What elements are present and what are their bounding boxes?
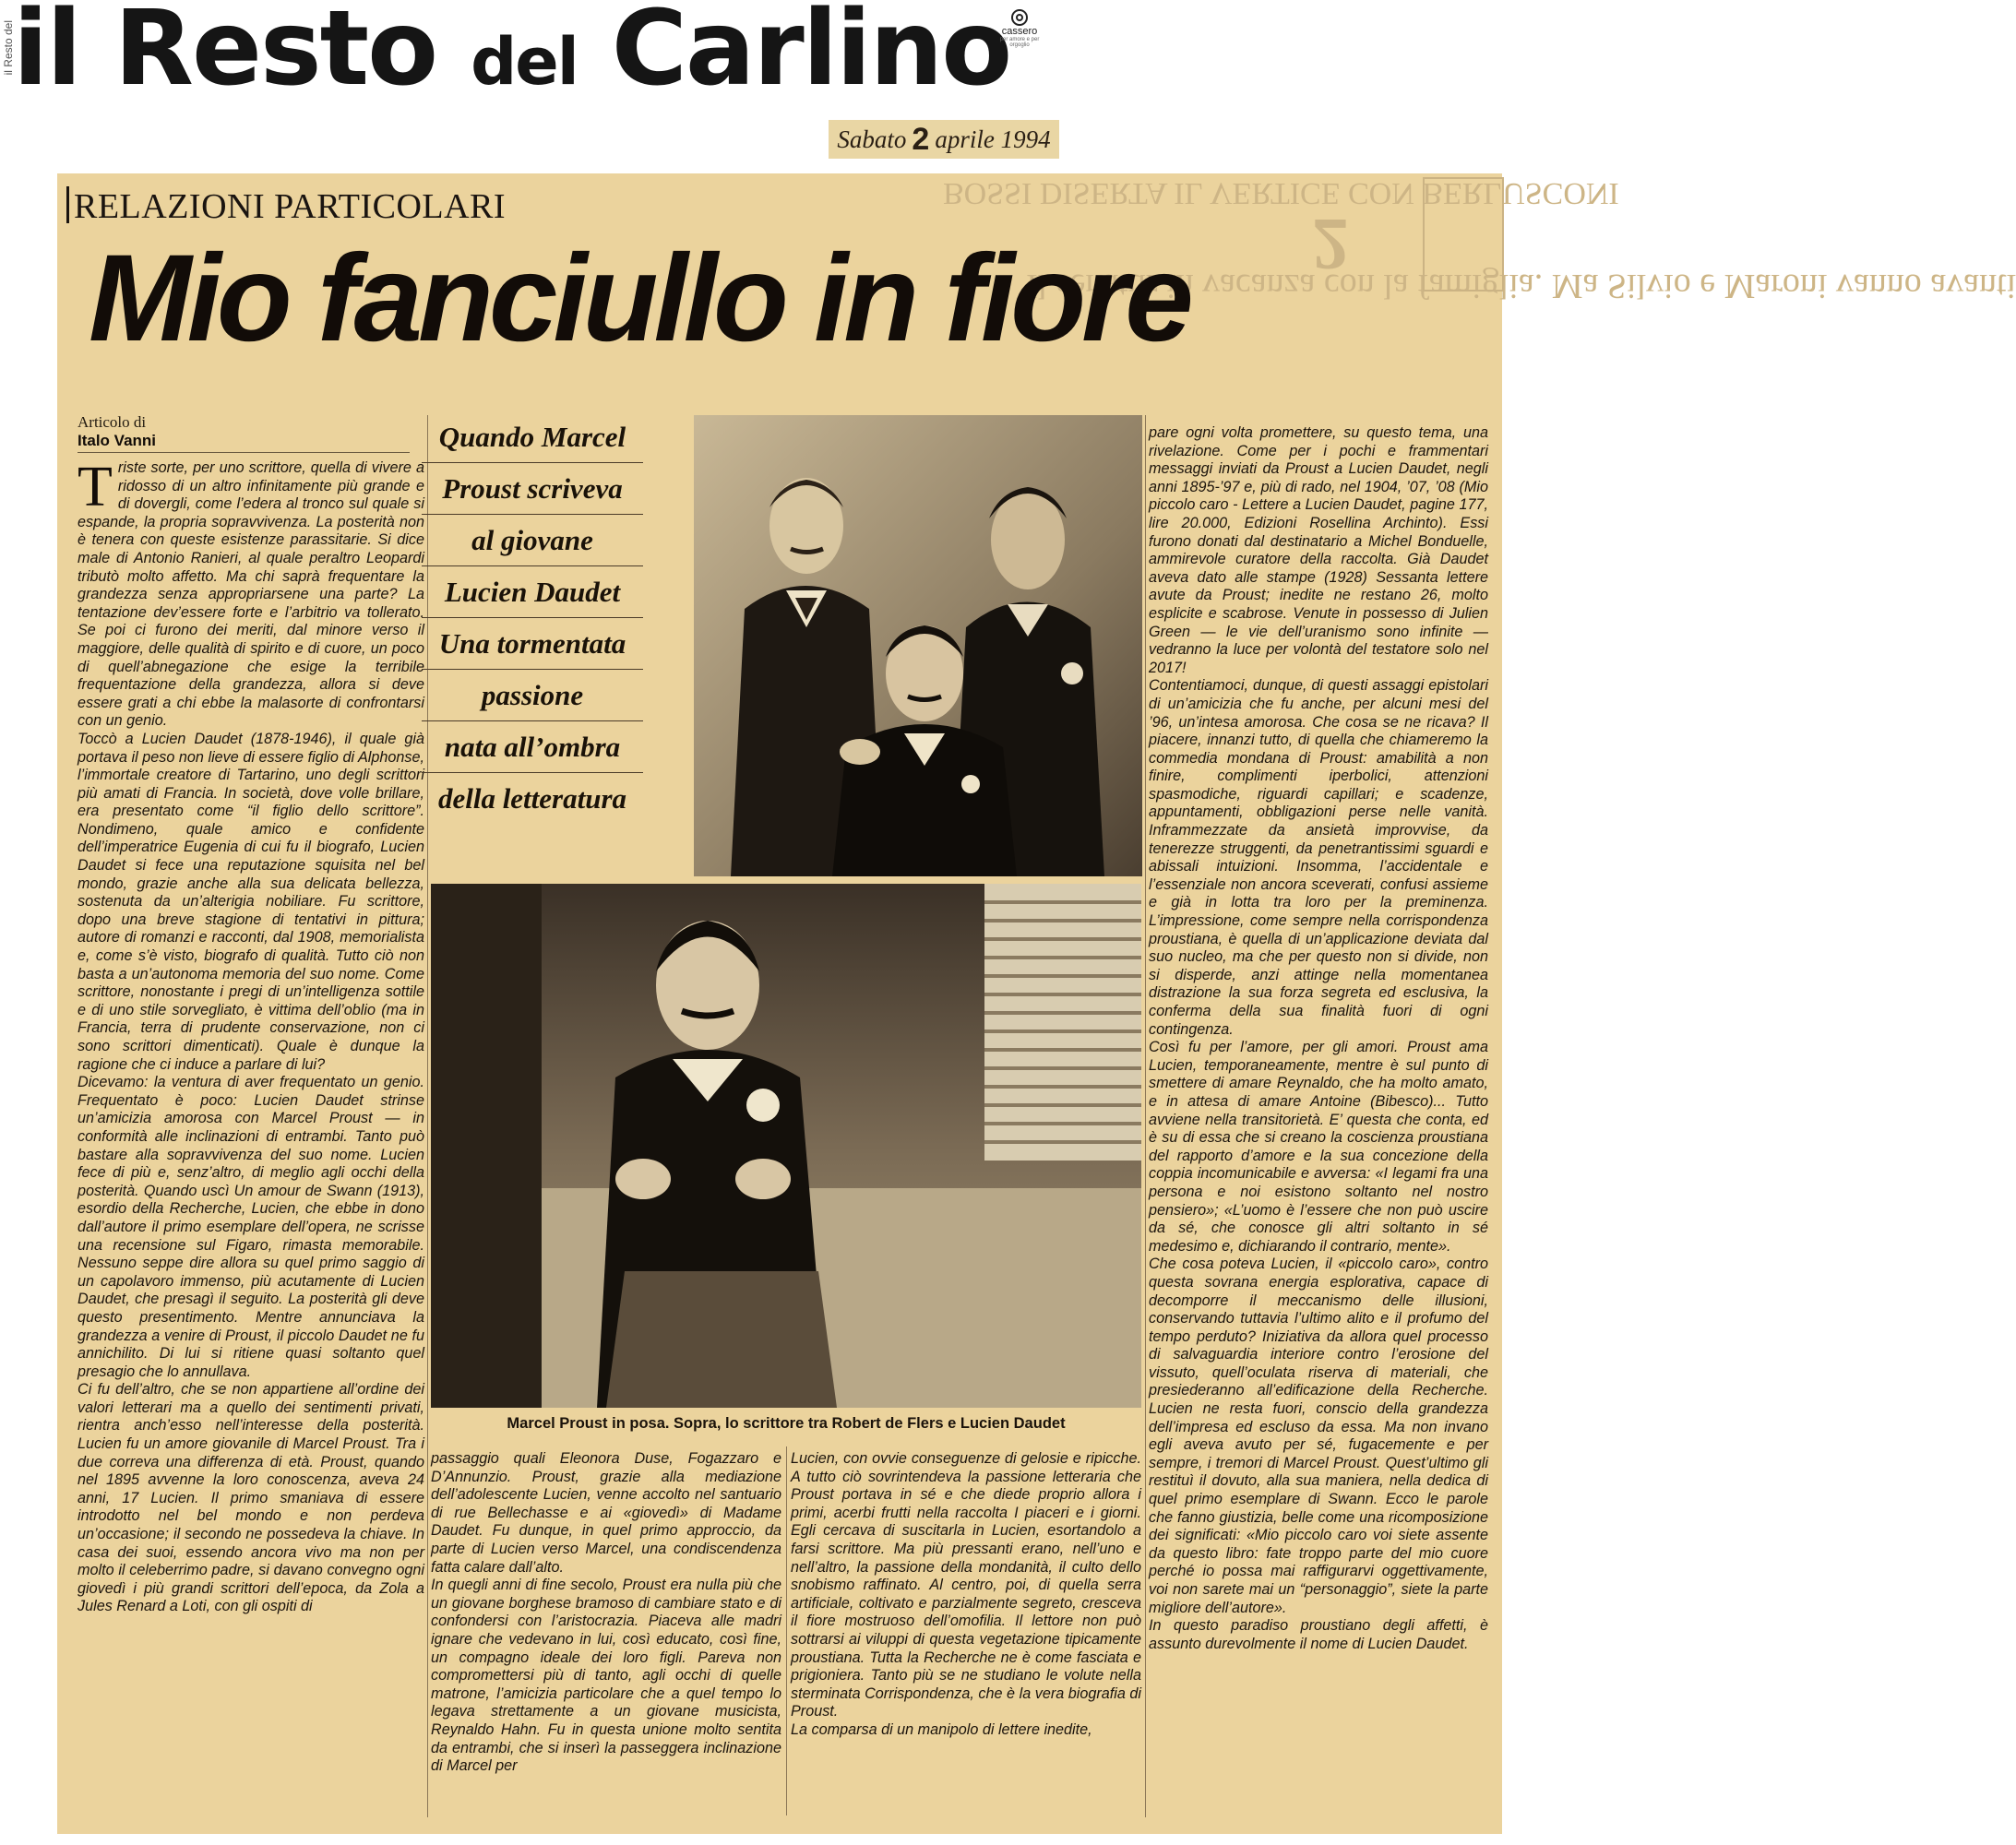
dateline-month-year: aprile 1994 <box>935 125 1051 153</box>
bleed-through-subhead: Il senatur in vacanza con la famiglia. Ma Silvio e Maroni vanno avanti <box>1026 267 2016 305</box>
newspaper-title-prefix: il Resto <box>13 0 471 109</box>
byline-label: Articolo di <box>78 413 147 431</box>
bleed-through-box <box>1423 177 1504 292</box>
article-kicker: RELAZIONI PARTICOLARI <box>74 187 507 226</box>
paragraph: Ci fu dell’altro, che se non appartiene all’ordine dei valori letterari ma a quello dei sentimenti privati, rientra anch’esso nell’interesse della posterità. Lucien fu un amore giovanile di Marcel Proust. Tra i due correva una differenza di età. Proust, quando nel 1895 avvenne la loro conoscenza, aveva 24 anni, 17 Lucien. Il primo smaniava di essere introdotto nel bel mondo e non perdeva un’occasione; il secondo ne possedeva la chiave. In casa dei suoi, essendo ancora vivo ma non per molto il celeberrimo padre, si davano convegno ogni giovedì i più grandi scrittori dell’epoca, da Zola a Jules Renard a Loti, con gli ospiti di <box>78 1381 424 1615</box>
newspaper-clipping <box>57 173 2016 1834</box>
bleed-through-number: 2 <box>1312 203 1349 284</box>
paragraph: La comparsa di un manipolo di lettere inedite, <box>791 1720 1092 1738</box>
photo-proust-posing <box>431 884 1141 1408</box>
paragraph: Così fu per l’amore, per gli amori. Proust ama Lucien, temporaneamente, mentre è sul punto di smettere di amare Reynaldo, che ha molto amato, e in attesa di amare Antoine (Bibesco)... Tutto avviene nella transitorietà. E’ questa che conta, ed è su di essa che si creano la coscienza proustiana del rapporto d’amore e la sua concezione della coppia incomunicabile e avversa: «I legami fra una persona e noi esistono soltanto nel nostro pensiero»; «L’uomo è l’essere che non può uscire da sé, che conosce gli altri soltanto in sé medesimo e, dichiarando il contrario, mente». <box>1149 1039 1488 1255</box>
paragraph: Toccò a Lucien Daudet (1878-1946), il quale già portava il peso non lieve di essere figlio di Alphonse, l’immortale creatore di Tartarino, uno degli scrittori più amati di Francia. In società, dove volle brillare, era presentato come “il figlio dello scrittore”. Nondimeno, quale amico e confidente dell’imperatrice Eugenia di cui fu il biografo, Lucien Daudet si fece una reputazione squisita nel bel mondo, grazie anche alla sua delicata bellezza, sostenuta da un’alterigia nobiliare. Fu scrittore, dopo una breve stagione di tentativi in pittura; autore di romanzi e racconti, dal 1908, memorialista e, come s’è visto, biografo di qualità. Tutto ciò non basta a un’autonoma memoria del suo nome. Come scrittore, nonostante i pregi di un’intelligenza sottile e di uno stile sorvegliato, è vittima dell’oblio (ma in Francia, terra di prudente conservazione, non ci sono scrittori dimenticati). Quale è dunque la ragione che ci induce a parlare di lui? <box>78 730 424 1073</box>
pull-quote-line: Quando Marcel <box>422 411 643 463</box>
pull-quote-line: della letteratura <box>437 782 627 815</box>
logo-text: cassero <box>1001 26 1038 37</box>
column-rule <box>786 1446 787 1815</box>
drop-cap: T <box>78 456 113 518</box>
paragraph <box>78 456 424 731</box>
pull-quote-line: nata all’ombra <box>422 721 643 773</box>
article-column-3 <box>791 1450 1141 1740</box>
article-headline: Mio fanciullo in fiore <box>89 230 1189 367</box>
pull-quote-line: Proust scriveva <box>422 463 643 515</box>
paragraph: pare ogni volta promettere, su questo tema, una rivelazione. Come per i pochi e frammentari messaggi inviati da Proust a Lucien Daudet, negli anni 1895-’97 e, più di rado, nel 1904, ’07, ’08 (Mio piccolo caro - Lettere a Lucien Daudet, pagine 177, lire 20.000, Edizioni Rosellina Archinto). Essi furono donati dal destinatario a Michel Bonduelle, ammirevole curatore della raccolta. Già Daudet aveva dato alle stampe (1928) Sessanta lettere avute da Proust; inedite ne restano 26, molto esplicite e scabrose. Venute in possesso di Julien Green — le vie dell’uranismo sono infinite — vedranno la luce per volontà del testatore solo nel 2017! <box>1149 424 1488 676</box>
pull-quote-line: Lucien Daudet <box>422 566 643 618</box>
article-column-2 <box>431 1450 781 1776</box>
paragraph: Dicevamo: la ventura di aver frequentato un genio. Frequentato è poco: Lucien Daudet strinse un’amicizia amorosa con Marcel Proust — in conformità alle inclinazioni di entrambi. Tanto può bastare alla sopravvivenza del suo nome. Lucien fece di più e, senz’altro, di meglio agli occhi della posterità. Quando uscì Un amour de Swann (1913), esordio della Recherche, Lucien, che ebbe in dono dall’autore il primo esemplare dell’opera, ne scrisse una recensione sul Figaro, rimasta memorabile. Nessuno seppe dire allora su quel primo saggio di un capolavoro immenso, più acutamente di Lucien Daudet, che presagì il seguito. La posterità gli deve questo presentimento. Mentre annunciava la grandezza a venire di Proust, il piccolo Daudet ne fu annichilito. Di lui si ritiene quasi soltanto quel presagio che lo annullava. <box>78 1074 424 1380</box>
newspaper-title <box>13 0 1010 111</box>
masthead <box>0 0 1570 129</box>
kicker-rule <box>66 186 69 223</box>
byline <box>78 413 410 453</box>
dateline-weekday: Sabato <box>837 125 907 153</box>
pull-quote <box>422 411 643 824</box>
cassero-logo <box>992 9 1047 48</box>
dateline-day: 2 <box>912 121 930 157</box>
logo-subtext: per amore e per orgoglio <box>999 37 1040 49</box>
photo-caption: Marcel Proust in posa. Sopra, lo scrittore tra Robert de Flers e Lucien Daudet <box>507 1415 1066 1432</box>
paragraph: Lucien, con ovvie conseguenze di gelosie e ripicche. A tutto ciò sovrintendeva la passione letteraria che Proust portava in sé e che diede proprio allora i primi, acerbi frutti nella raccolta I piaceri e i giorni. Egli cercava di suscitarla in Lucien, esortandolo a farsi scrittore. Ma più pressanti erano, nell’uno e nell’altro, la passione della mondanità, il culto dello snobismo raffinato. Al centro, poi, di quella serra artificiale, coltivato e parzialmente segreto, cresceva il fiore mostruoso dell’omofilia. Il lettore non può sottrarsi ai viluppi di questa vegetazione tipicamente proustiana. Tutta la Recherche ne è come fasciata e prigioniera. Tanto più se ne studiano le volute nella sterminata Corrispondenza, che è la vera biografia di Proust. <box>791 1450 1141 1720</box>
dateline <box>829 120 1059 159</box>
bleed-through-headline: BOSSI DISERTA IL VERTICE CON BERLUSCONI <box>943 176 1619 210</box>
paragraph: In quegli anni di fine secolo, Proust era nulla più che un giovane borghese bramoso di cambiare stato e di confondersi con l’aristocrazia. Piaceva alle madri ignare che vedevano in lui, così educato, così fine, un compagno ideale dei loro figli. Pareva non compromettersi più di tanto, agli occhi di quelle matrone, l’amicizia particolare che a quel tempo lo legava strettamente a un giovane musicista, Reynaldo Hahn. Fu in questa unione molto sentita da entrambi, che si inserì la passeggera inclinazione di Marcel per <box>431 1577 781 1775</box>
photo-illustration <box>431 884 1141 1408</box>
paragraph: In questo paradiso proustiano degli affetti, è assunto durevolmente il nome di Lucien Daudet. <box>1149 1617 1488 1652</box>
paragraph-text: riste sorte, per uno scrittore, quella di vivere a ridosso di un altro infinitamente più grande e di dovergli, come l’edera al tronco sul quale si espande, la propria sopravvivenza. La posterità non è tenera con queste esistenze parassitarie. Si dice male di Antonio Ranieri, al quale peraltro Leopardi tributò molto affetto. Ma chi saprà frequentare la grandezza senza appropriarsene una parte? La tentazione dev’essere forte e l’arbitrio va tollerato. Se poi ci furono dei meriti, dal minore verso il maggiore, delle qualità di spirito e di cuore, un poco di quell’abnegazione che esige la terribile frequentazione della grandezza, allora si deve essere grati a chi ebbe la malasorte di confrontarsi con un genio. <box>78 459 424 730</box>
article-column-1 <box>78 456 424 1616</box>
newspaper-title-suffix: Carlino <box>577 0 1011 109</box>
photo-proust-flers-daudet <box>694 415 1142 876</box>
article-column-4 <box>1149 424 1488 1653</box>
newspaper-title-mid: del <box>471 24 578 100</box>
paragraph: Contentiamoci, dunque, di questi assaggi epistolari di un’amicizia che fu anche, per alcuni mesi del ’96, un’intesa amorosa. Che cosa se ne ricava? Il piacere, innanzi tutto, di quella che chiameremo la commedia mondana di Proust: amabilità a non finire, complimenti iperbolici, attenzioni spasmodiche, riguardi capillari; e scadenze, appuntamenti, obbligazioni perse nelle vanità. Inframmezzate da ansietà improvvise, da tenerezze struggenti, da penetrantissimi sguardi e abissali intuizioni. Insomma, l’accidentale e l’essenziale non ancora sceverati, confusi assieme e già in lotta tra loro per la preminenza. L’impressione, come sempre nella corrispondenza proustiana, è quella di un’applicazione deviata dal suo nucleo, ma che per questo non si divide, non si disperde, anzi attinge nella momentanea distrazione la sua forza segreta ed esclusiva, la conferma della sua finalità fuori di ogni contingenza. <box>1149 677 1488 1038</box>
masthead-side-text: il Resto del <box>2 20 15 76</box>
spiral-icon <box>1011 9 1028 26</box>
pull-quote-line: al giovane <box>422 515 643 566</box>
photo-illustration <box>694 415 1142 876</box>
paragraph: passaggio quali Eleonora Duse, Fogazzaro e D’Annunzio. Proust, grazie alla mediazione dell’adolescente Lucien, venne accolto nel santuario di rue Bellechasse e ai «giovedì» di Madame Daudet. Fu dunque, in quel primo approccio, da parte di Lucien verso Marcel, una condiscendenza fatta calare dall’alto. <box>431 1450 781 1576</box>
byline-author: Italo Vanni <box>78 432 410 453</box>
column-rule <box>1145 415 1146 1817</box>
pull-quote-line: passione <box>422 670 643 721</box>
pull-quote-line: Una tormentata <box>422 618 643 670</box>
paragraph: Che cosa poteva Lucien, il «piccolo caro», contro questa sovrana energia esplorativa, capace di decomporre il meccanismo delle illusioni, conservando tuttavia l’ultimo alito e il profumo del tempo perduto? Iniziativa da allora quel processo di salvaguardia interiore contro l’erosione del vissuto, quell’oculata riserva di materiali, che presiederanno all’edificazione della Recherche. Lucien ne resta fuori, conscio della grandezza dell’impresa ed escluso da essa. Ma non invano egli aveva avuto per sé, fugacemente e per sempre, i tremori di Marcel Proust. Quest’ultimo gli restituì il dovuto, alla sua maniera, nella dedica di quel primo esemplare di Swann. Ecco le parole che fanno giustizia, belle come una ricomposizione dei significati: «Mio piccolo caro voi siete assente da questo libro: fate troppo parte del mio cuore perché io possa mai raffigurarvi oggettivamente, voi non sarete mai un “personaggio”, siete la parte migliore dell’autore». <box>1149 1256 1488 1616</box>
